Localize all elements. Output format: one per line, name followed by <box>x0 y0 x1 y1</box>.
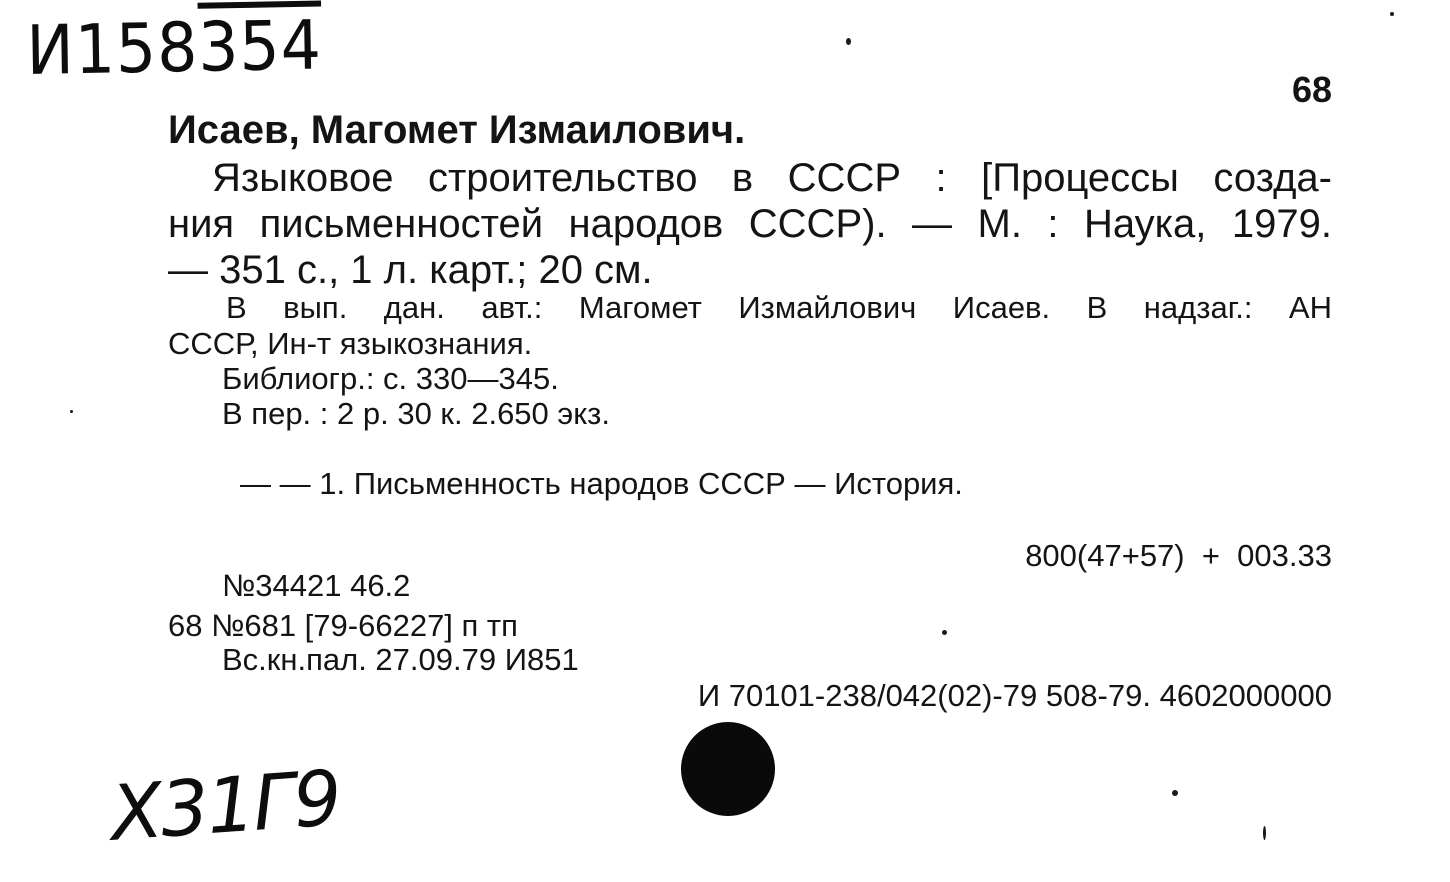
subject-heading: — — 1. Письменность народов СССР — История. <box>240 466 963 501</box>
title-line-1: Языковое строительство в СССР : [Процессы созда- <box>212 156 1332 200</box>
title-line-3: — 351 с., 1 л. карт.; 20 см. <box>168 248 653 292</box>
punch-hole <box>681 722 775 816</box>
notes-line-2: СССР, Ин-т языкознания. <box>168 326 533 361</box>
scan-speck <box>70 410 73 413</box>
scan-speck <box>1263 826 1266 840</box>
handwritten-inventory-mark: Х31Г9 <box>107 753 343 858</box>
title-line-2: ния письменностей народов СССР). — М. : Наука, 1979. <box>168 202 1332 246</box>
handwritten-shelf-mark-main: И158 <box>25 8 199 91</box>
scan-speck <box>846 38 851 45</box>
author-heading: Исаев, Магомет Измаилович. <box>168 108 746 152</box>
handwritten-shelf-mark <box>25 6 323 91</box>
card-number: 68 <box>1291 69 1332 110</box>
scan-speck <box>1390 12 1394 16</box>
footer-line-2: 68 №681 [79-66227] п тп <box>168 608 518 643</box>
scan-speck <box>942 630 947 635</box>
footer-line-4: И 70101-238/042(02)-79 508-79. 4602000000 <box>697 678 1332 713</box>
classification-index: 800(47+57) + 003.33 <box>1025 538 1332 573</box>
notes-line-4: В пер. : 2 р. 30 к. 2.650 экз. <box>222 396 610 431</box>
notes-line-3: Библиогр.: с. 330—345. <box>222 361 559 396</box>
scan-speck <box>1172 790 1178 796</box>
footer-line-3: Вс.кн.пал. 27.09.79 И851 <box>222 642 579 677</box>
notes-line-1: В вып. дан. авт.: Магомет Измайлович Исаев. В надзаг.: АН <box>226 290 1332 325</box>
handwritten-shelf-mark-overline: 354 <box>197 6 323 88</box>
footer-line-1: №34421 46.2 <box>222 568 411 603</box>
